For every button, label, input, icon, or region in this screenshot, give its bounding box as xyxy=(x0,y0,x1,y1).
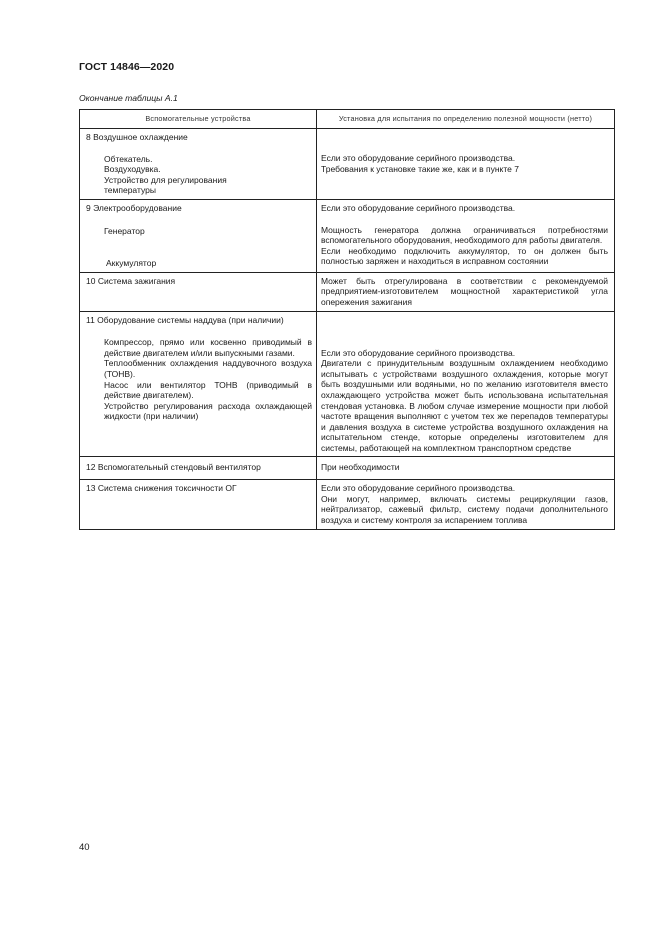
row-10-right-cell xyxy=(317,272,615,311)
table-bottom-rule xyxy=(80,530,615,531)
row-11-title: 11 Оборудование системы наддува (при наличии) xyxy=(86,314,284,325)
row-9-title: 9 Электрооборудование xyxy=(86,202,182,213)
row-8-item-2: Воздуходувка. xyxy=(104,164,161,175)
document-code: ГОСТ 14846—2020 xyxy=(79,61,175,73)
row-9-generator-label: Генератор xyxy=(104,225,145,236)
row-13-right-cell xyxy=(317,480,615,530)
row-12-right-cell xyxy=(317,457,615,480)
table-row-11 xyxy=(80,311,615,457)
row-13-right-text: Они могут, например, включать системы рециркуляции газов, нейтрализатор, сажевый фильтр, систему подачи дополнительного воздуха и систему контроля за испарением топлива xyxy=(321,493,608,525)
row-13-title: 13 Система снижения токсичности ОГ xyxy=(86,483,237,494)
row-13-left-cell xyxy=(80,480,317,530)
row-9-right-cell xyxy=(317,199,615,272)
table-row-9 xyxy=(80,199,615,272)
row-8-item-4: температуры xyxy=(104,185,156,196)
row-8-right-line-2: Требования к установке такие же, как и в пункте 7 xyxy=(321,163,519,174)
row-9-left-cell xyxy=(80,199,317,272)
row-10-title: 10 Система зажигания xyxy=(86,275,176,286)
accessories-table xyxy=(79,109,615,530)
row-11-right-cell xyxy=(317,311,615,457)
row-12-title: 12 Вспомогательный стендовый вентилятор xyxy=(86,462,261,473)
row-11-left-cell xyxy=(80,311,317,457)
row-11-right-text: Двигатели с принудительным воздушным охлаждением необходимо испытывать с устройствами воздушного охлаждения, которые могут быть воздушными или водяными, но по желанию изготовителя вместо охлаждающего устройства может быть использована испытательная стендовая установка. В любом случае измерение мощности при любой частоте вращения выполняют с учетом тех же перепадов температуры и давления воздуха в системе устройства воздушного охлаждения на испытательном стенде, которые определены изготовителем для системы, работающей на комплектном транспортном средстве xyxy=(321,358,608,453)
row-8-item-1: Обтекатель. xyxy=(104,153,153,164)
row-13-right-top: Если это оборудование серийного производства. xyxy=(321,483,516,494)
row-12-right-text: При необходимости xyxy=(321,462,400,473)
row-8-left-cell xyxy=(80,129,317,200)
table-row-12 xyxy=(80,457,615,480)
column-header-accessories: Вспомогательные устройства xyxy=(80,110,317,129)
row-8-right-cell xyxy=(317,129,615,200)
table-row-8 xyxy=(80,129,615,200)
table-caption: Окончание таблицы А.1 xyxy=(79,93,178,103)
table-row-13 xyxy=(80,480,615,530)
row-9-battery-text: Если необходимо подключить аккумулятор, то он должен быть полностью заряжен и находиться в исправном состоянии xyxy=(321,245,608,267)
page-number: 40 xyxy=(79,842,90,853)
row-9-right-top: Если это оборудование серийного производства. xyxy=(321,202,516,213)
column-header-installation: Установка для испытания по определению полезной мощности (нетто) xyxy=(317,110,615,129)
row-8-item-3: Устройство для регулирования xyxy=(104,174,227,185)
row-8-title: 8 Воздушное охлаждение xyxy=(86,132,188,142)
row-9-battery-label: Аккумулятор xyxy=(106,258,157,269)
row-11-item-1: Компрессор, прямо или косвенно приводимый в действие двигателем и/или выпускными газами. xyxy=(104,337,312,358)
table-header-row xyxy=(80,110,615,129)
row-8-right-line-1: Если это оборудование серийного производства. xyxy=(321,153,516,163)
row-9-generator-text: Мощность генератора должна ограничиваться потребностями вспомогательного оборудования, необходимого для работы двигателя. xyxy=(321,224,608,246)
table-row-10 xyxy=(80,272,615,311)
row-11-item-4: Устройство регулирования расхода охлаждающей жидкости (при наличии) xyxy=(104,400,312,422)
row-10-right-text: Может быть отрегулирована в соответствии с рекомендуемой предприятием-изготовителем мощностной характеристикой угла опережения зажигания xyxy=(321,275,608,307)
row-11-item-2: Теплообменник охлаждения наддувочного воздуха (ТОНВ). xyxy=(104,358,312,379)
row-11-item-3: Насос или вентилятор ТОНВ (приводимый в действие двигателем). xyxy=(104,379,312,401)
row-12-left-cell xyxy=(80,457,317,480)
row-11-right-top: Если это оборудование серийного производства. xyxy=(321,347,516,358)
row-10-left-cell xyxy=(80,272,317,311)
